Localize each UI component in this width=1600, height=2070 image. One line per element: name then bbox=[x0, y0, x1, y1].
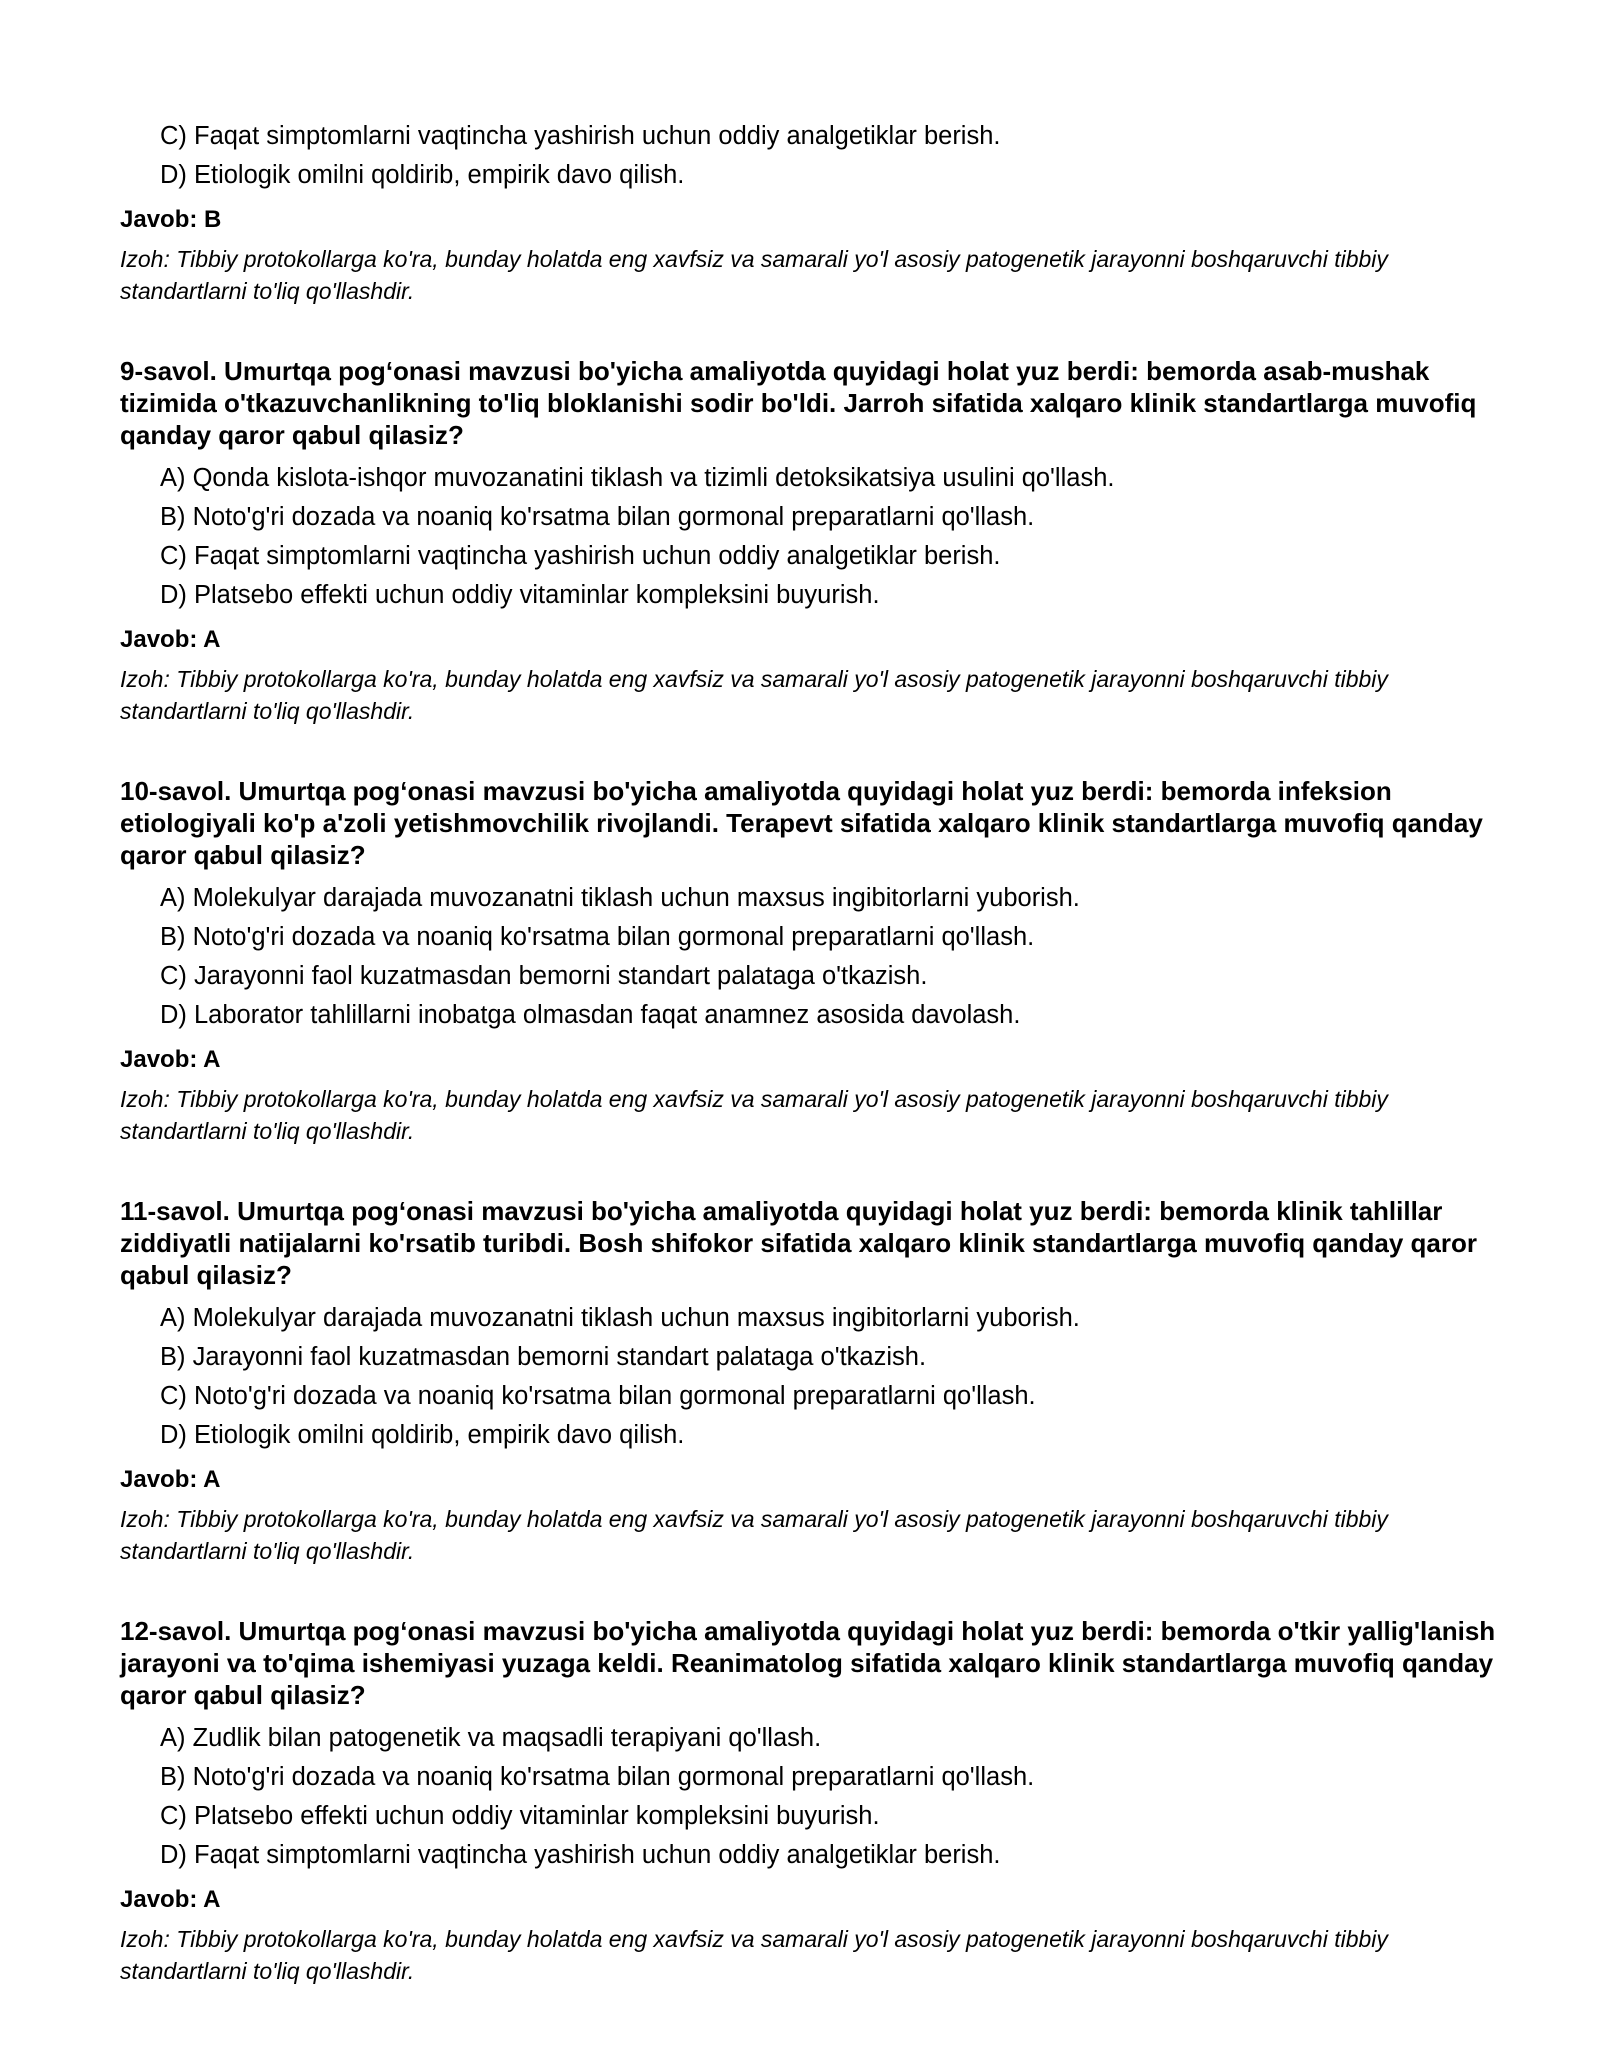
option-c: C) Jarayonni faol kuzatmasdan bemorni standart palataga o'tkazish. bbox=[160, 962, 928, 990]
option-b: B) Noto'g'ri dozada va noaniq ko'rsatma bilan gormonal preparatlarni qo'llash. bbox=[160, 923, 1035, 951]
option-a: A) Zudlik bilan patogenetik va maqsadli terapiyani qo'llash. bbox=[160, 1724, 822, 1752]
question-title: 11-savol. Umurtqa pog‘onasi mavzusi bo'yicha amaliyotda quyidagi holat yuz berdi: bemorda klinik tahlillar ziddiyatli natijalarni ko'rsatib turibdi. Bosh shifokor sifatida xalqaro klinik standartlarga muvofiq qanday qaror qabul qilasiz? bbox=[120, 1196, 1478, 1290]
explanation-note: Izoh: Tibbiy protokollarga ko'ra, bunday holatda eng xavfsiz va samarali yo'l asosiy patogenetik jarayonni boshqaruvchi tibbiy standartlarni to'liq qo'llashdir. bbox=[120, 1506, 1388, 1564]
question-title: 10-savol. Umurtqa pog‘onasi mavzusi bo'yicha amaliyotda quyidagi holat yuz berdi: bemorda infeksion etiologiyali ko'p a'zoli yetishmovchilik rivojlandi. Terapevt sifatida xalqaro klinik standartlarga muvofiq qanday qaror qabul qilasiz? bbox=[120, 776, 1483, 870]
explanation-note: Izoh: Tibbiy protokollarga ko'ra, bunday holatda eng xavfsiz va samarali yo'l asosiy patogenetik jarayonni boshqaruvchi tibbiy standartlarni to'liq qo'llashdir. bbox=[120, 246, 1388, 304]
option-b: B) Noto'g'ri dozada va noaniq ko'rsatma bilan gormonal preparatlarni qo'llash. bbox=[160, 1763, 1035, 1791]
options-list bbox=[160, 1719, 1500, 1875]
question-title: 9-savol. Umurtqa pog‘onasi mavzusi bo'yicha amaliyotda quyidagi holat yuz berdi: bemorda asab-mushak tizimida o'tkazuvchanlikning to'liq bloklanishi sodir bo'ldi. Jarroh sifatida xalqaro klinik standartlarga muvofiq qanday qaror qabul qilasiz? bbox=[120, 356, 1477, 450]
document-page bbox=[120, 117, 1500, 1987]
option-d: D) Laborator tahlillarni inobatga olmasdan faqat anamnez asosida davolash. bbox=[160, 1001, 1021, 1029]
question-block-10 bbox=[120, 775, 1500, 1147]
option-c: C) Platsebo effekti uchun oddiy vitaminlar kompleksini buyurish. bbox=[160, 1802, 880, 1830]
question-block-12 bbox=[120, 1615, 1500, 1987]
options-list bbox=[160, 459, 1500, 615]
option-a: A) Molekulyar darajada muvozanatni tiklash uchun maxsus ingibitorlarni yuborish. bbox=[160, 1304, 1080, 1332]
option-c: C) Faqat simptomlarni vaqtincha yashirish uchun oddiy analgetiklar berish. bbox=[160, 542, 1001, 570]
option-d: D) Platsebo effekti uchun oddiy vitaminlar kompleksini buyurish. bbox=[160, 581, 880, 609]
answer-label: Javob: A bbox=[120, 1466, 221, 1493]
option-d: D) Etiologik omilni qoldirib, empirik davo qilish. bbox=[160, 161, 685, 189]
option-a: A) Qonda kislota-ishqor muvozanatini tiklash va tizimli detoksikatsiya usulini qo'llash. bbox=[160, 464, 1115, 492]
option-d: D) Etiologik omilni qoldirib, empirik davo qilish. bbox=[160, 1421, 685, 1449]
option-b: B) Noto'g'ri dozada va noaniq ko'rsatma bilan gormonal preparatlarni qo'llash. bbox=[160, 503, 1035, 531]
question-block-11 bbox=[120, 1195, 1500, 1567]
option-d: D) Faqat simptomlarni vaqtincha yashirish uchun oddiy analgetiklar berish. bbox=[160, 1841, 1001, 1869]
option-c: C) Faqat simptomlarni vaqtincha yashirish uchun oddiy analgetiklar berish. bbox=[160, 122, 1001, 150]
options-list bbox=[160, 117, 1500, 195]
question-block-9 bbox=[120, 355, 1500, 727]
explanation-note: Izoh: Tibbiy protokollarga ko'ra, bunday holatda eng xavfsiz va samarali yo'l asosiy patogenetik jarayonni boshqaruvchi tibbiy standartlarni to'liq qo'llashdir. bbox=[120, 1926, 1388, 1984]
option-c: C) Noto'g'ri dozada va noaniq ko'rsatma bilan gormonal preparatlarni qo'llash. bbox=[160, 1382, 1036, 1410]
answer-label: Javob: A bbox=[120, 1046, 221, 1073]
options-list bbox=[160, 1299, 1500, 1455]
options-list bbox=[160, 879, 1500, 1035]
explanation-note: Izoh: Tibbiy protokollarga ko'ra, bunday holatda eng xavfsiz va samarali yo'l asosiy patogenetik jarayonni boshqaruvchi tibbiy standartlarni to'liq qo'llashdir. bbox=[120, 666, 1388, 724]
answer-label: Javob: A bbox=[120, 626, 221, 653]
answer-label: Javob: B bbox=[120, 206, 222, 233]
explanation-note: Izoh: Tibbiy protokollarga ko'ra, bunday holatda eng xavfsiz va samarali yo'l asosiy patogenetik jarayonni boshqaruvchi tibbiy standartlarni to'liq qo'llashdir. bbox=[120, 1086, 1388, 1144]
option-a: A) Molekulyar darajada muvozanatni tiklash uchun maxsus ingibitorlarni yuborish. bbox=[160, 884, 1080, 912]
answer-label: Javob: A bbox=[120, 1886, 221, 1913]
question-title: 12-savol. Umurtqa pog‘onasi mavzusi bo'yicha amaliyotda quyidagi holat yuz berdi: bemorda o'tkir yallig'lanish jarayoni va to'qima ishemiyasi yuzaga keldi. Reanimatolog sifatida xalqaro klinik standartlarga muvofiq qanday qaror qabul qilasiz? bbox=[120, 1616, 1496, 1710]
option-b: B) Jarayonni faol kuzatmasdan bemorni standart palataga o'tkazish. bbox=[160, 1343, 927, 1371]
question-block-partial bbox=[120, 117, 1500, 307]
